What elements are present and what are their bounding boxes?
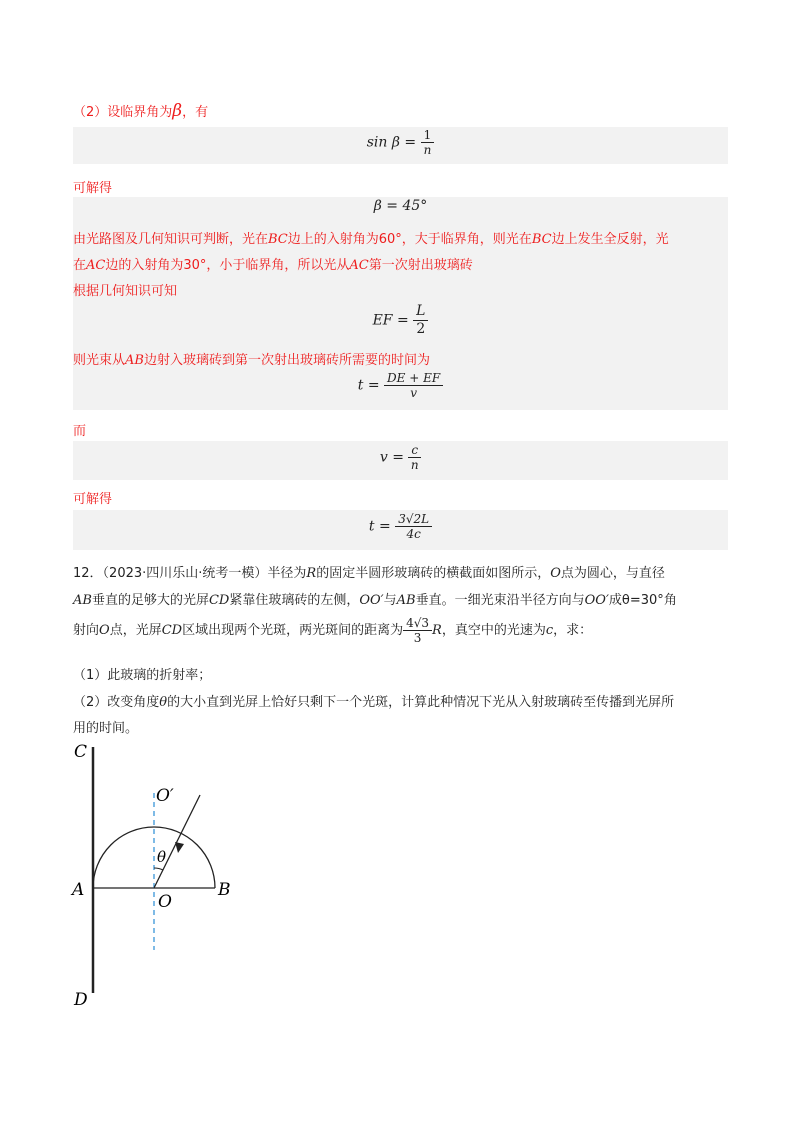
label-a: A: [72, 880, 85, 900]
solve-label: 可解得: [73, 181, 113, 196]
question-12-line: 12．（2023·四川乐山·统考一模）半径为R的固定半圆形玻璃砖的横截面如图所示，O点为圆心，与直径: [73, 566, 665, 581]
formula-time: t = $\frac{DE + EF}{v}$: [73, 371, 728, 400]
semicircle-diagram: [60, 735, 250, 1010]
paragraph-line: 在AC边的入射角为30°，小于临界角，所以光从AC第一次射出玻璃砖: [73, 258, 473, 273]
label-o: O: [158, 892, 172, 912]
sub-question-1: （1）此玻璃的折射率；: [73, 668, 212, 683]
question-12-line: AB垂直的足够大的光屏CD紧靠住玻璃砖的左侧，OO′与AB垂直。一细光束沿半径方向与OO′成θ=30°角: [73, 593, 677, 608]
theta-arc: [154, 868, 163, 870]
label-b: B: [218, 880, 231, 900]
label-theta: θ: [157, 848, 167, 866]
sub-question-2: （2）改变角度θ的大小直到光屏上恰好只剩下一个光斑，计算此种情况下光从入射玻璃砖至传播到光屏所: [73, 695, 675, 710]
label-o-prime: O′: [156, 786, 174, 806]
question-12-line: 射向O点，光屏CD区域出现两个光斑，两光斑间的距离为 $\frac{4√3}{3}$ R，真空中的光速为c，求：: [73, 616, 593, 645]
and-label: 而: [73, 424, 87, 439]
formula-sin-beta: sin β = $\frac{1}{n}$: [73, 128, 728, 157]
sub-question-2-cont: 用的时间。: [73, 721, 139, 736]
paragraph-line: 则光束从AB边射入玻璃砖到第一次射出玻璃砖所需要的时间为: [73, 353, 430, 368]
formula-v: v = $\frac{c}{n}$: [73, 443, 728, 472]
formula-beta-45: β = 45°: [373, 198, 428, 214]
label-c: C: [74, 742, 88, 762]
paragraph-line: 由光路图及几何知识可判断，光在BC边上的入射角为60°，大于临界角，则光在BC边上发生全反射，光: [73, 232, 669, 247]
part2-heading: （2）设临界角为β，有: [73, 101, 209, 121]
formula-ef: EF = $\frac{L}{2}$: [73, 303, 728, 338]
solve-label: 可解得: [73, 492, 113, 507]
label-d: D: [74, 990, 88, 1010]
formula-t-result: t = $\frac{3√2L}{4c}$: [73, 512, 728, 541]
paragraph-line: 根据几何知识可知: [73, 284, 178, 299]
ray-arrowhead: [175, 842, 184, 853]
